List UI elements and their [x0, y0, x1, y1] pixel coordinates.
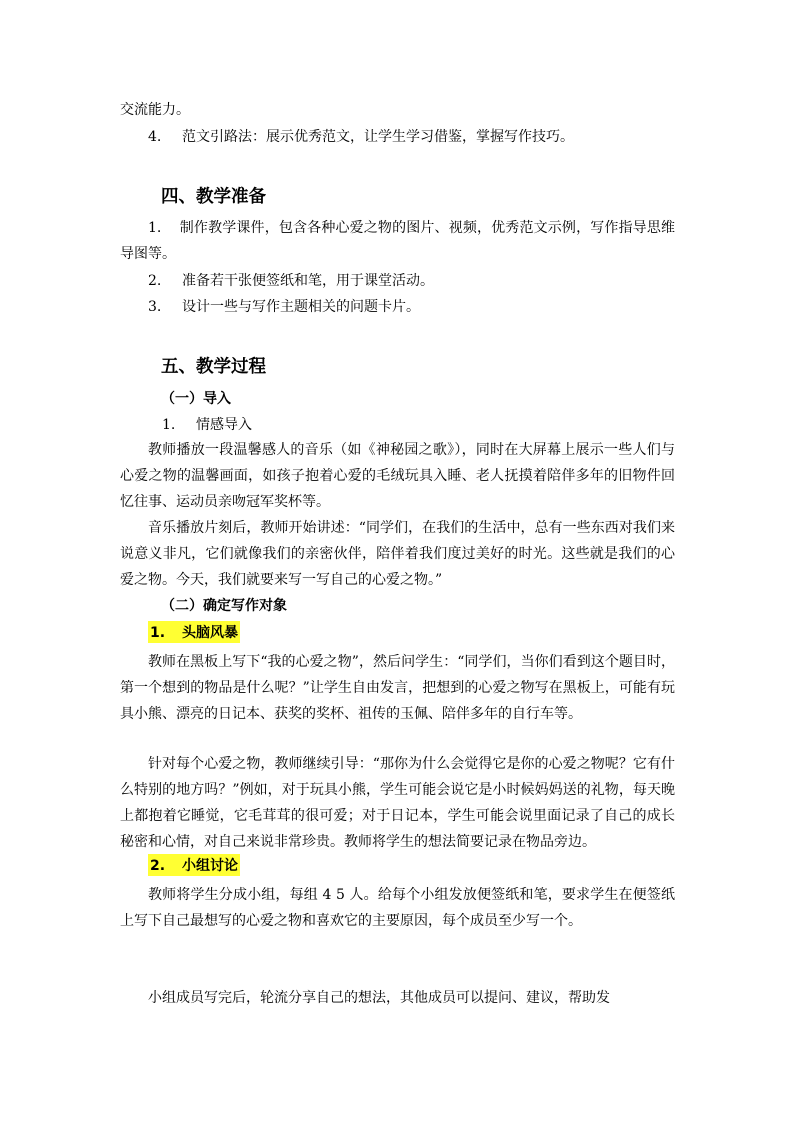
- paragraph-continuation: 交流能力。: [120, 102, 190, 118]
- list-text: 情感导入: [196, 417, 252, 433]
- method-item-4: [148, 124, 675, 150]
- list-text: 范文引路法：展示优秀范文，让学生学习借鉴，掌握写作技巧。: [182, 129, 574, 145]
- list-number: 4.: [148, 129, 162, 145]
- prep-item-1: [120, 215, 675, 267]
- highlight-heading-group: [148, 854, 240, 876]
- subheading-intro: （一）导入: [161, 391, 231, 407]
- list-text: 头脑风暴: [182, 625, 238, 641]
- prep-item-2: [148, 268, 675, 294]
- section-heading-preparation: 四、教学准备: [161, 187, 266, 207]
- paragraph-guide: 针对每个心爱之物，教师继续引导：“那你为什么会觉得它是你的心爱之物呢？它有什么特别的地方吗？”例如，对于玩具小熊，学生可能会说它是小时候妈妈送的礼物，每天晚上都抱着它睡觉，它毛茸茸的很可爱；对于日记本，学生可能会说里面记录了自己的成长秘密和心情，对自己来说非常珍贵。教师将学生的想法简要记录在物品旁边。: [120, 756, 675, 850]
- list-number: 2.: [150, 858, 166, 874]
- list-text: 小组讨论: [182, 858, 238, 874]
- list-number: 2.: [148, 273, 162, 289]
- paragraph-blackboard: 教师在黑板上写下“我的心爱之物”，然后问学生：“同学们，当你们看到这个题目时，第一个想到的物品是什么呢？”让学生自由发言，把想到的心爱之物写在黑板上，可能有玩具小熊、漂亮的日记本、获奖的奖杯、祖传的玉佩、陪伴多年的自行车等。: [120, 654, 675, 722]
- list-text: 制作教学课件，包含各种心爱之物的图片、视频，优秀范文示例，写作指导思维导图等。: [120, 220, 675, 262]
- list-number: 3.: [148, 299, 162, 315]
- section-heading-process: 五、教学过程: [161, 357, 266, 377]
- paragraph-share: 小组成员写完后，轮流分享自己的想法，其他成员可以提问、建议，帮助发: [148, 990, 610, 1006]
- paragraph-speech: 音乐播放片刻后，教师开始讲述：“同学们，在我们的生活中，总有一些东西对我们来说意义非凡，它们就像我们的亲密伙伴，陪伴着我们度过美好的时光。这些就是我们的心爱之物。今天，我们就要来写一写自己的心爱之物。”: [120, 520, 675, 588]
- intro-item-1: [162, 412, 689, 438]
- prep-item-3: [148, 294, 675, 320]
- list-number: 1.: [150, 625, 166, 641]
- paragraph-group: 教师将学生分成小组，每组 4 5 人。给每个小组发放便签纸和笔，要求学生在便签纸上写下自己最想写的心爱之物和喜欢它的主要原因，每个成员至少写一个。: [120, 887, 675, 929]
- list-number: 1.: [148, 220, 162, 236]
- paragraph-music: 教师播放一段温馨感人的音乐（如《神秘园之歌》），同时在大屏幕上展示一些人们与心爱之物的温馨画面，如孩子抱着心爱的毛绒玩具入睡、老人抚摸着陪伴多年的旧物件回忆往事、运动员亲吻冠军奖杯等。: [120, 442, 675, 510]
- list-text: 准备若干张便签纸和笔，用于课堂活动。: [182, 273, 434, 289]
- list-text: 设计一些与写作主题相关的问题卡片。: [182, 299, 420, 315]
- list-number: 1.: [162, 417, 176, 433]
- subheading-writing-target: （二）确定写作对象: [161, 598, 287, 614]
- highlight-heading-brainstorm: [148, 621, 240, 643]
